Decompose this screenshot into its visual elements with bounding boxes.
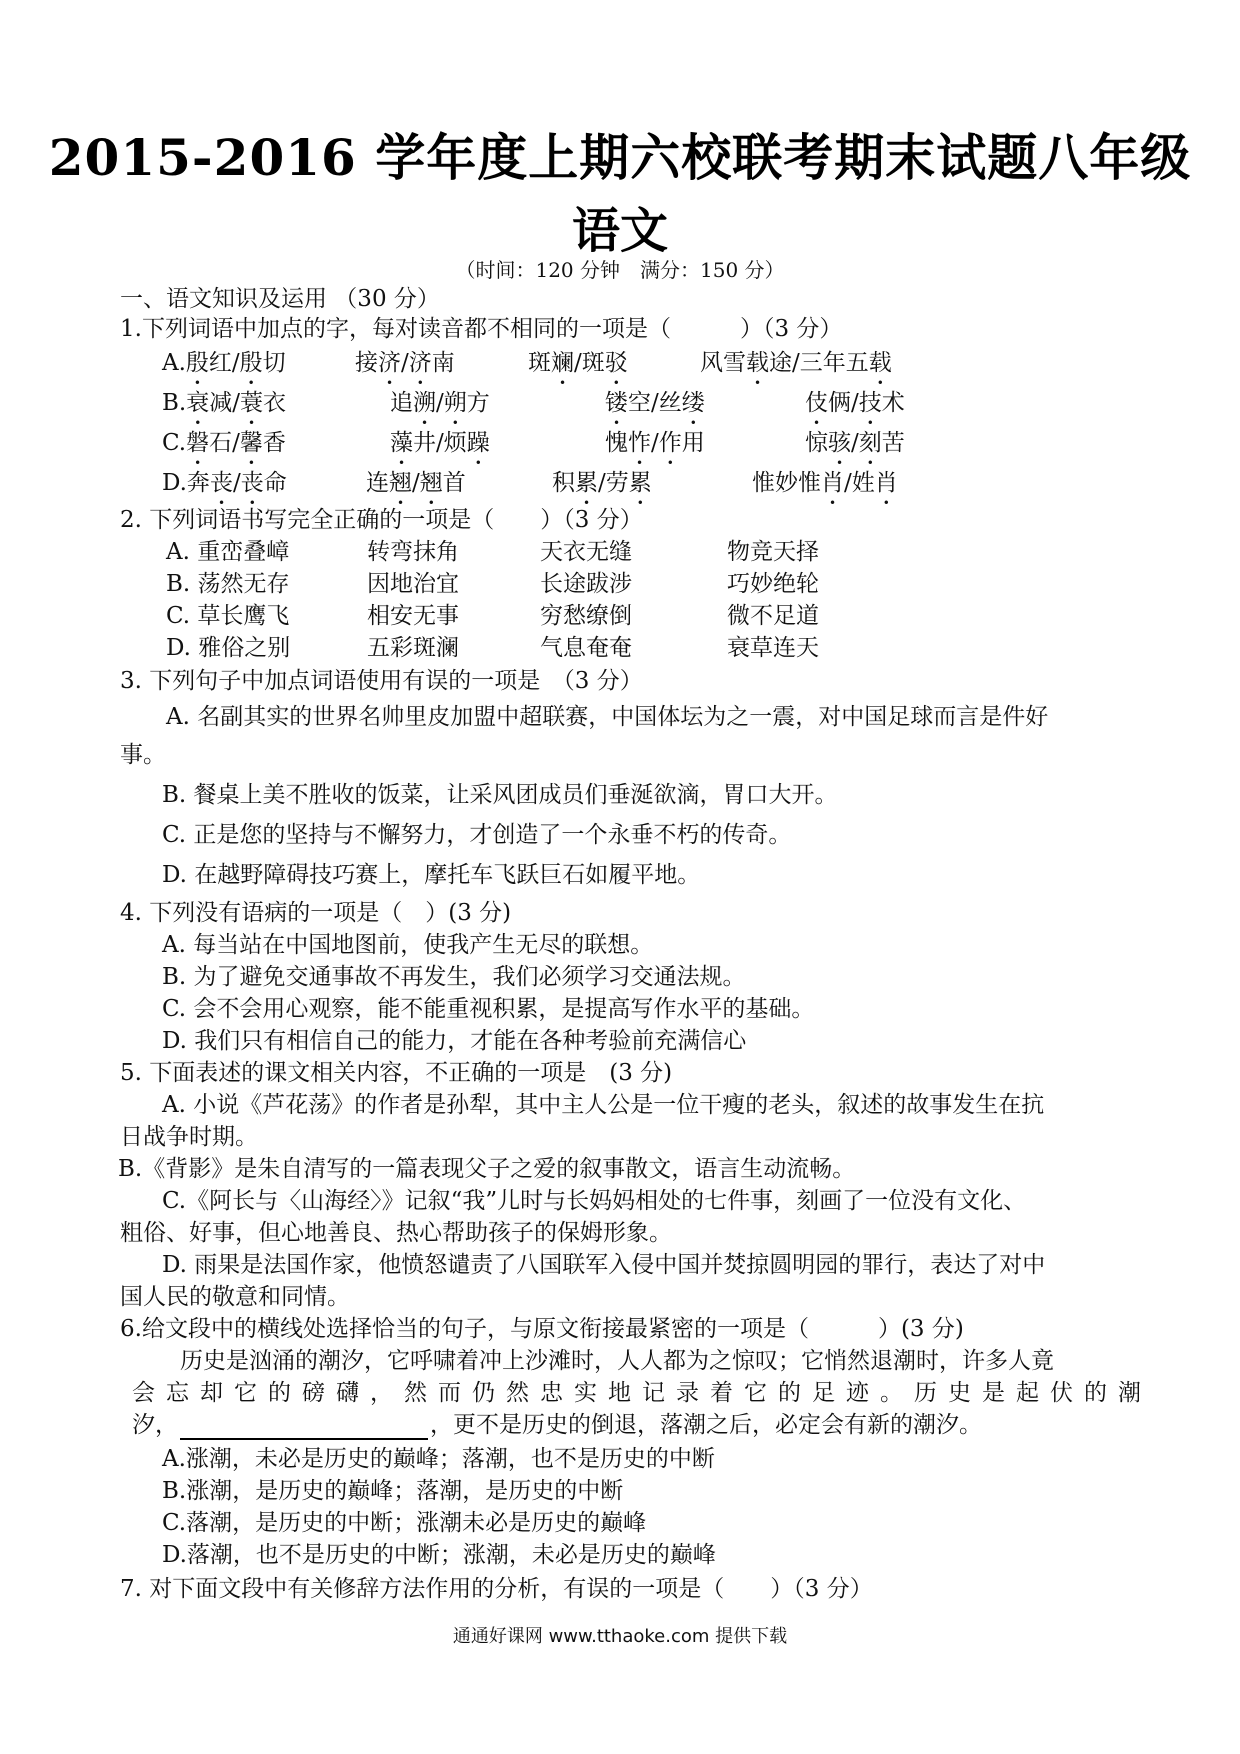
q1-option-c-3: 愧怍/作用 (605, 430, 705, 456)
q2-cell: 气息奄奄 (540, 635, 632, 661)
q1-option-d-4: 惟妙惟肖/姓肖 (752, 470, 898, 496)
q6-passage-line-3 (132, 1410, 982, 1440)
q5-option-c: C.《阿长与〈山海经〉》记叙“我”儿时与长妈妈相处的七件事，刻画了一位没有文化、 (162, 1188, 1027, 1214)
q3-option-a: A. 名副其实的世界名帅里皮加盟中超联赛，中国体坛为之一震，对中国足球而言是件好 (166, 704, 1049, 730)
q5-option-a: A. 小说《芦花荡》的作者是孙犁，其中主人公是一位干瘦的老头，叙述的故事发生在抗 (162, 1092, 1045, 1118)
exam-time-info: （时间：120 分钟 满分：150 分） (455, 258, 785, 282)
q6-passage-text: 汐， (132, 1412, 178, 1438)
question-5-stem: 5. 下面表述的课文相关内容，不正确的一项是 (3 分) (120, 1060, 673, 1086)
question-4-stem: 4. 下列没有语病的一项是（ ）(3 分) (120, 900, 512, 926)
q3-option-b: B. 餐桌上美不胜收的饭菜，让采风团成员们垂涎欲滴，胃口大开。 (162, 782, 838, 808)
q1-option-a-2: 接济/济南 (355, 350, 455, 376)
q1-option-b-3: 镂空/丝缕 (605, 390, 705, 416)
question-7-stem: 7. 对下面文段中有关修辞方法作用的分析，有误的一项是（ ）（3 分） (120, 1576, 873, 1602)
q2-cell: 五彩斑澜 (367, 635, 459, 661)
question-6-stem: 6.给文段中的横线处选择恰当的句子，与原文衔接最紧密的一项是（ ）(3 分) (120, 1316, 964, 1342)
exam-title: 2015-2016 学年度上期六校联考期末试题八年级 (48, 128, 1192, 187)
q1-option-d-1: D.奔丧/丧命 (162, 470, 287, 496)
q2-cell: 转弯抹角 (367, 539, 459, 565)
q2-cell: 天衣无缝 (540, 539, 632, 565)
q6-passage-line-2: 会忘却它的磅礴，然而仍然忠实地记录着它的足迹。历史是起伏的潮 (132, 1380, 1152, 1406)
q1-option-b-1: B.衰减/蓑衣 (162, 390, 286, 416)
q2-cell: 巧妙绝轮 (727, 571, 819, 597)
q6-option-b: B.涨潮，是历史的巅峰；落潮，是历史的中断 (162, 1478, 624, 1504)
q5-option-c-cont: 粗俗、好事，但心地善良、热心帮助孩子的保姆形象。 (120, 1220, 672, 1246)
q4-option-c: C. 会不会用心观察，能不能重视积累，是提高写作水平的基础。 (162, 996, 815, 1022)
q1-option-b-2: 追溯/朔方 (390, 390, 490, 416)
q6-option-d: D.落潮，也不是历史的中断；涨潮，未必是历史的巅峰 (162, 1542, 716, 1568)
q6-option-c: C.落潮，是历史的中断；涨潮未必是历史的巅峰 (162, 1510, 647, 1536)
q2-cell: 穷愁缭倒 (540, 603, 632, 629)
q2-cell: B. 荡然无存 (166, 571, 290, 597)
q5-option-d: D. 雨果是法国作家，他愤怒谴责了八国联军入侵中国并焚掠圆明园的罪行，表达了对中 (162, 1252, 1046, 1278)
q2-cell: 衰草连天 (727, 635, 819, 661)
q2-cell: 长途跋涉 (540, 571, 632, 597)
q3-option-a-cont: 事。 (120, 742, 166, 768)
q2-cell: 物竞天择 (727, 539, 819, 565)
q1-option-b-4: 伎俩/技术 (805, 390, 905, 416)
q6-option-a: A.涨潮，未必是历史的巅峰；落潮，也不是历史的中断 (162, 1446, 715, 1472)
q5-option-b: B.《背影》是朱自清写的一篇表现父子之爱的叙事散文，语言生动流畅。 (118, 1156, 856, 1182)
q1-option-a-4: 风雪载途/三年五载 (700, 350, 892, 376)
q4-option-a: A. 每当站在中国地图前，使我产生无尽的联想。 (162, 932, 654, 958)
q5-option-d-cont: 国人民的敬意和同情。 (120, 1284, 350, 1310)
q6-passage-text: ，更不是历史的倒退，落潮之后，必定会有新的潮汐。 (430, 1412, 982, 1438)
question-1-stem: 1.下列词语中加点的字，每对读音都不相同的一项是（ ）（3 分） (120, 316, 843, 342)
q6-passage-line-1: 历史是汹涌的潮汐，它呼啸着冲上沙滩时，人人都为之惊叹；它悄然退潮时，许多人竟 (180, 1348, 1054, 1374)
q5-option-a-cont: 日战争时期。 (120, 1124, 258, 1150)
q2-cell: 因地治宜 (367, 571, 459, 597)
q3-option-c: C. 正是您的坚持与不懈努力，才创造了一个永垂不朽的传奇。 (162, 822, 792, 848)
question-3-stem: 3. 下列句子中加点词语使用有误的一项是 （3 分） (120, 668, 643, 694)
page-footer: 通通好课网 www.tthaoke.com 提供下载 (452, 1626, 788, 1647)
question-2-stem: 2. 下列词语书写完全正确的一项是（ ）（3 分） (120, 507, 643, 533)
q4-option-b: B. 为了避免交通事故不再发生，我们必须学习交通法规。 (162, 964, 746, 990)
q2-cell: 相安无事 (367, 603, 459, 629)
q1-option-c-4: 惊骇/刻苦 (805, 430, 905, 456)
q1-option-d-3: 积累/劳累 (552, 470, 652, 496)
q1-option-c-2: 藻井/烦躁 (390, 430, 490, 456)
q6-answer-blank (180, 1416, 428, 1440)
exam-subject: 语文 (571, 203, 668, 259)
q3-option-d: D. 在越野障碍技巧赛上，摩托车飞跃巨石如履平地。 (162, 862, 701, 888)
q1-option-c-1: C.磐石/馨香 (162, 430, 286, 456)
section-heading: 一、语文知识及运用 （30 分） (120, 286, 440, 312)
q1-option-a-1: A.殷红/殷切 (162, 350, 286, 376)
q2-cell: C. 草长鹰飞 (166, 603, 290, 629)
q4-option-d: D. 我们只有相信自己的能力，才能在各种考验前充满信心 (162, 1028, 747, 1054)
q2-cell: A. 重峦叠嶂 (166, 539, 290, 565)
q2-cell: D. 雅俗之别 (166, 635, 291, 661)
q1-option-a-3: 斑斓/斑驳 (528, 350, 628, 376)
q2-cell: 微不足道 (727, 603, 819, 629)
q1-option-d-2: 连翘/翘首 (366, 470, 466, 496)
